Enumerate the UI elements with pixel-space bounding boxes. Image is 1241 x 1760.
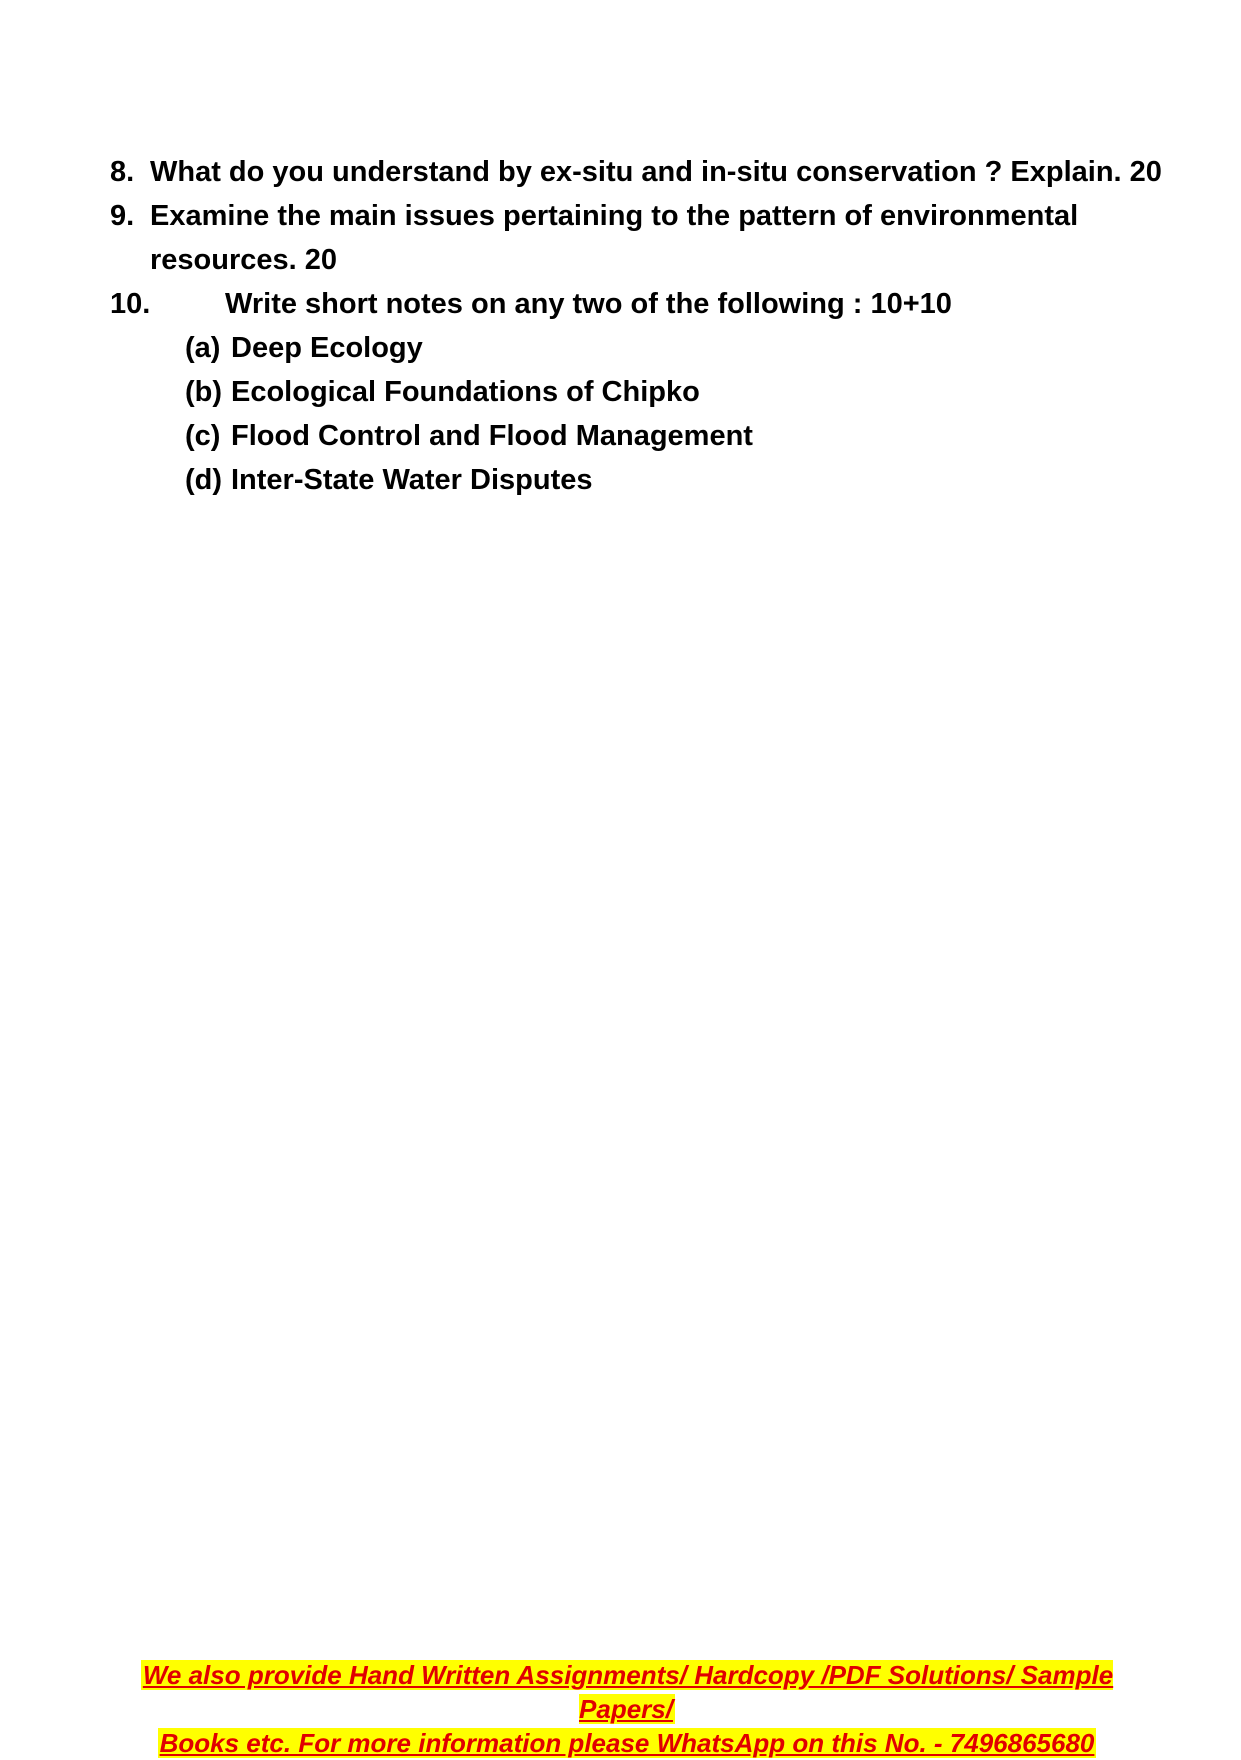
question-text: Examine the main issues pertaining to the pattern of environmental resources. 20 (150, 200, 1079, 276)
question-list (110, 150, 1190, 502)
option-label: (c) (185, 420, 221, 452)
question-number: 8. (110, 156, 135, 188)
question-text: Write short notes on any two of the following : 10+10 (225, 288, 952, 320)
promo-line-1: We also provide Hand Written Assignments/ Hardcopy /PDF Solutions/ Sample Papers/ (142, 1660, 1114, 1724)
question-9 (110, 194, 1190, 282)
question-10-options (185, 326, 1190, 502)
option-text: Inter-State Water Disputes (231, 464, 593, 496)
promo-footer (100, 1658, 1154, 1760)
option-text: Deep Ecology (231, 332, 423, 364)
question-8 (110, 150, 1190, 194)
question-text: What do you understand by ex-situ and in-situ conservation ? Explain. 20 (150, 156, 1162, 188)
option-text: Flood Control and Flood Management (231, 420, 753, 452)
option-item (185, 326, 1190, 370)
question-number: 10. (110, 288, 151, 320)
question-10 (110, 282, 1190, 326)
option-text: Ecological Foundations of Chipko (231, 376, 700, 408)
option-item (185, 414, 1190, 458)
option-item (185, 370, 1190, 414)
option-item (185, 458, 1190, 502)
option-label: (b) (185, 376, 223, 408)
promo-line-2: Books etc. For more information please WhatsApp on this No. - 7496865680 (159, 1728, 1095, 1758)
question-number: 9. (110, 200, 135, 232)
option-label: (a) (185, 332, 221, 364)
option-label: (d) (185, 464, 223, 496)
